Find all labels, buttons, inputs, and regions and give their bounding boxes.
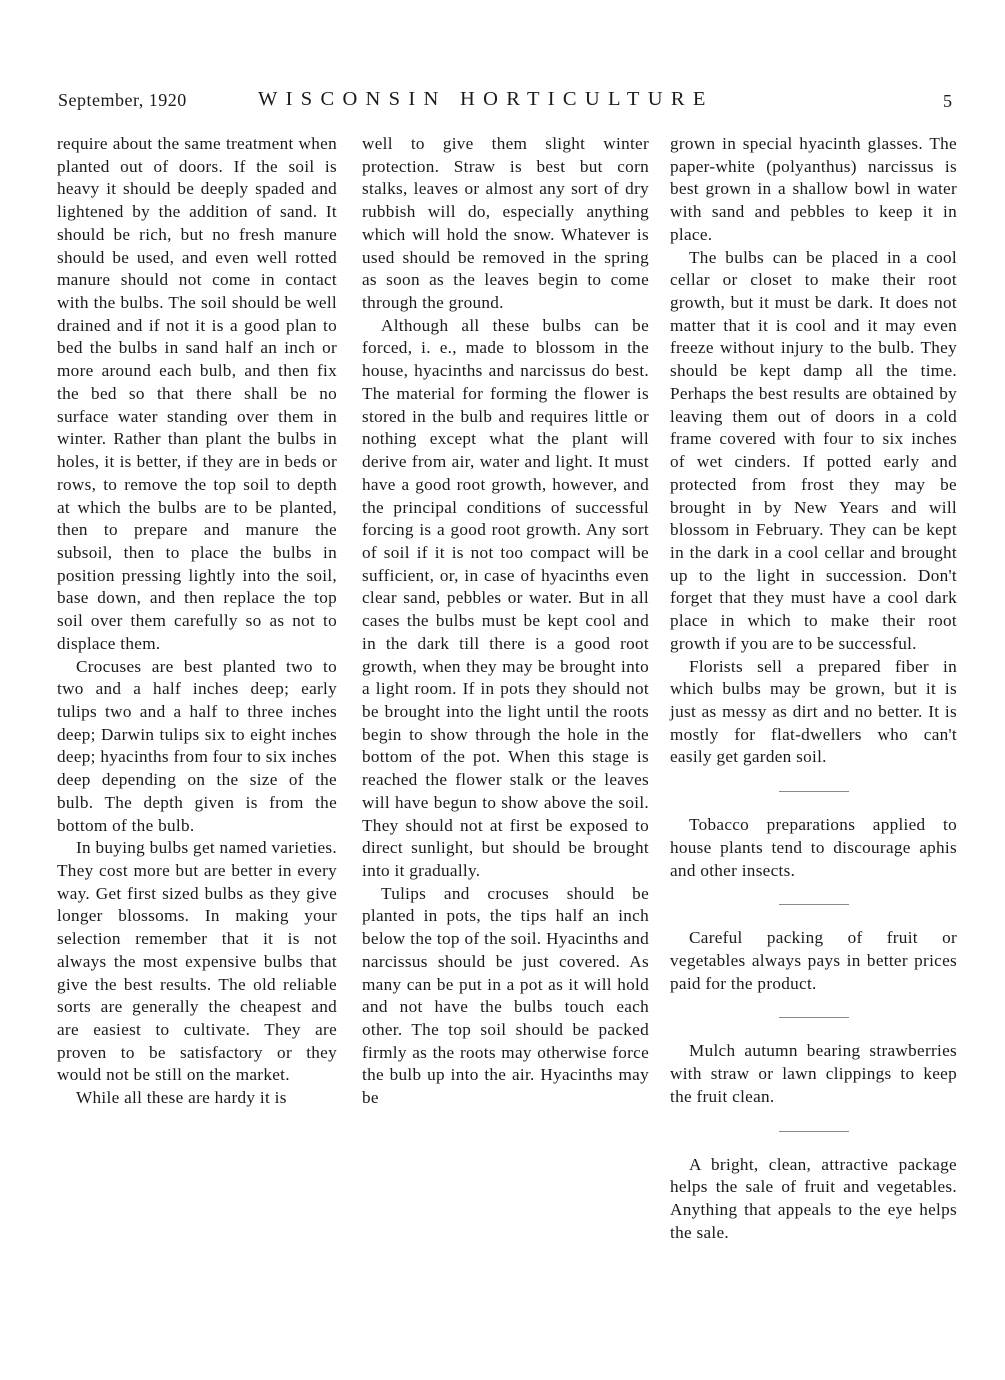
text-column-right [670, 133, 957, 1244]
paragraph: Florists sell a prepared fiber in which bulbs may be grown, but it is just as messy as dirt and no better. It is mostly for flat-dwellers who can't easily get garden soil. [670, 656, 957, 767]
short-note: A bright, clean, attractive package helps the sale of fruit and vegetables. Anything that appeals to the eye helps the sale. [670, 1154, 957, 1242]
short-note: Careful packing of fruit or vegetables always pays in better prices paid for the product. [670, 928, 957, 993]
paragraph: In buying bulbs get named varieties. They cost more but are better in every way. Get first sized bulbs as they give longer blossoms. In making your selection remember that it is not always the most expensive bulbs that give the best results. The old reliable sorts are generally the cheapest and are easiest to cultivate. They are proven to be satisfactory or they would not be still on the market. [57, 838, 337, 1085]
text-column-middle [362, 133, 649, 1110]
page-header [0, 0, 1005, 130]
short-note: Mulch autumn bearing strawberries with straw or lawn clippings to keep the fruit clean. [670, 1041, 957, 1106]
paragraph: Crocuses are best planted two to two and a half inches deep; early tulips two and a half to three inches deep; Darwin tulips six to eight inches deep; hyacinths from four to six inches deep depending on the size of the bulb. The depth given is from the bottom of the bulb. [57, 656, 337, 835]
paragraph: require about the same treatment when planted out of doors. If the soil is heavy it should be deeply spaded and lightened by the addition of sand. It should be rich, but no fresh manure should be used, and even well rotted manure should not come in contact with the bulbs. The soil should be well drained and if not it is a good plan to bed the bulbs in sand half an inch or more around each bulb, and then fix the bed so that there shall be no surface water standing over them in winter. Rather than plant the bulbs in holes, it is better, if they are in beds or rows, to remove the top soil to depth at which the bulbs are to be planted, then to prepare and manure the subsoil, then to place the bulbs in position pressing lightly into the soil, base down, and then replace the top soil over them carefully so as not to displace them. [57, 134, 337, 653]
issue-date: September, 1920 [58, 90, 187, 110]
paragraph: The bulbs can be placed in a cool cellar or closet to make their root growth, but it must be dark. It does not matter that it is cool and it may even freeze without injury to the bulb. They should be kept damp all the time. Perhaps the best results are obtained by leaving them out of doors in a cold frame covered with four to six inches of wet cinders. If potted early and protected from frost they may be brought in by New Years and will blossom in February. They can be kept in the dark in a cool cellar and brought up to the light in succession. Don't forget that they must have a cool dark place in which to make their root growth if you are to be successful. [670, 247, 957, 653]
paragraph: well to give them slight winter protection. Straw is best but corn stalks, leaves or almost any sort of dry rubbish will do, especially anything which will hold the snow. Whatever is used should be removed in the spring as soon as the leaves begin to come through the ground. [362, 134, 649, 313]
paragraph: While all these are hardy it is [76, 1088, 287, 1108]
text-column-left [57, 133, 337, 1110]
paragraph: Although all these bulbs can be forced, i. e., made to blossom in the house, hyacinths and narcissus do best. The material for forming the flower is stored in the bulb and requires little or nothing except what the plant will derive from air, water and light. It must have a good root growth, however, and the principal conditions of successful forcing is a good root growth. Any sort of soil if it is not too compact will be sufficient, or, in case of hyacinths even clear sand, pebbles or water. But in all cases the bulbs must be kept cool and in the dark till there is a good root growth, when they may be brought into a light room. If in pots they should not be brought into the light until the roots begin to show through the hole in the bottom of the pot. When this stage is reached the flower stalk or the leaves will have begun to show above the soil. They should not at first be exposed to direct sunlight, but should be brought into it gradually. [362, 315, 649, 880]
short-note: Tobacco preparations applied to house plants tend to discourage aphis and other insects. [670, 815, 957, 880]
paragraph: Tulips and crocuses should be planted in pots, the tips half an inch below the top of the soil. Hyacinths and narcissus should be just covered. As many can be put in a pot as it will hold and not have the bulbs touch each other. The top soil should be packed firmly as the roots may otherwise force the bulb up into the air. Hyacinths may be [362, 883, 649, 1108]
paragraph: grown in special hyacinth glasses. The paper-white (polyanthus) narcissus is best grown in a shallow bowl in water with sand and pebbles to keep it in place. [670, 134, 957, 244]
journal-title: WISCONSIN HORTICULTURE [258, 88, 714, 110]
page-number: 5 [943, 91, 952, 111]
